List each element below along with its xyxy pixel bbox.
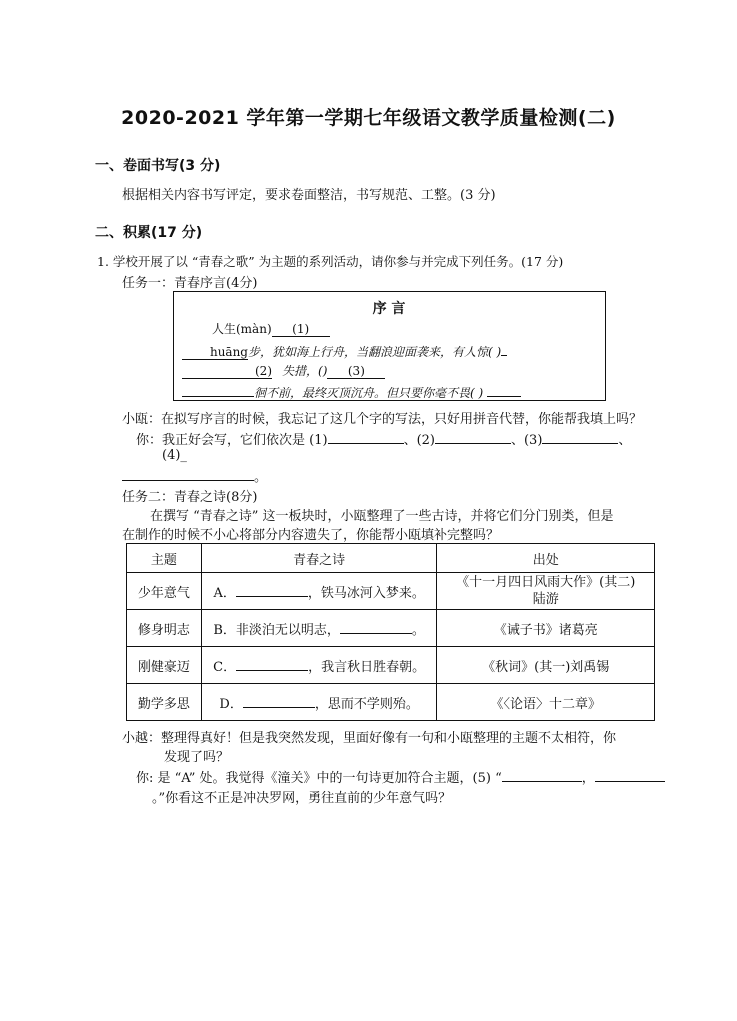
table-header-row <box>127 544 655 573</box>
preface-title: 序 言 <box>372 301 406 317</box>
answer2-line-2: 。”你看这不正是冲决罗网，勇往直前的少年意气吗？ <box>152 791 452 806</box>
blank-label: (3) <box>347 364 365 378</box>
preface-text: 徊不前，最终灭顶沉舟。但只要你毫不畏( ) <box>254 386 484 400</box>
section1-heading: 一、卷面书写(3 分) <box>95 158 221 174</box>
table-row <box>127 610 655 647</box>
source-author: 陆游 <box>532 592 559 607</box>
blank-3[interactable] <box>327 364 385 379</box>
task2-paragraph-2: 在制作的时候不小心将部分内容遗失了，你能帮小瓯填补完整吗？ <box>122 528 500 543</box>
blank-label: (2) <box>255 364 272 378</box>
blank-label: (1) <box>292 322 310 336</box>
xiaoou-line: 小瓯：在拟写序言的时候，我忘记了这几个字的写法，只好用拼音代替，你能帮我填上吗？ <box>122 412 643 427</box>
theme-cell: 修身明志 <box>127 610 202 647</box>
poem-text: B．非淡泊无以明志， <box>213 622 340 638</box>
theme-cell: 勤学多思 <box>127 684 202 721</box>
poem-text: ，思而不学则殆。 <box>314 696 419 712</box>
answer-blank-4[interactable] <box>122 466 254 481</box>
poem-text: A． <box>213 585 236 601</box>
poem-text: D． <box>219 696 243 712</box>
preface-line-2 <box>182 341 507 360</box>
answer-line-3 <box>122 466 267 485</box>
blank-tail[interactable] <box>501 341 507 356</box>
task1-label: 任务一：青春序言(4分) <box>122 276 258 291</box>
source-cell: 《〈论语〉十二章》 <box>437 684 655 721</box>
answer-text: 、(2) <box>403 433 435 448</box>
answer-text: 你: 是 “A” 处。我觉得《潼关》中的一句诗更加符合主题，(5) “ <box>136 771 502 786</box>
preface-line-3 <box>182 362 385 379</box>
poem-text: ，我言秋日胜春朝。 <box>308 659 426 675</box>
preface-line-1 <box>212 320 330 337</box>
section2-heading: 二、积累(17 分) <box>95 225 203 241</box>
preface-text: 人生(màn) <box>212 322 272 336</box>
poem-blank-b[interactable] <box>340 619 412 634</box>
answer-blank-5b[interactable] <box>595 767 665 782</box>
answer2-line-1 <box>136 767 665 786</box>
answer-line-1 <box>136 429 631 448</box>
answer-text: 、 <box>618 433 632 448</box>
xiaoyue-line-2: 发现了吗？ <box>164 750 230 765</box>
answer-blank-1[interactable] <box>328 429 404 444</box>
blank-4[interactable] <box>182 382 254 397</box>
poem-cell <box>201 573 437 610</box>
preface-text: 失措，( <box>282 364 323 378</box>
answer-line-2 <box>162 448 187 463</box>
theme-cell: 刚健豪迈 <box>127 647 202 684</box>
poem-blank-d[interactable] <box>243 693 315 708</box>
preface-text: ) <box>322 364 328 378</box>
theme-cell: 少年意气 <box>127 573 202 610</box>
blank-pinyin[interactable] <box>182 345 248 360</box>
preface-text: 步，犹如海上行舟，当翻浪迎面袭来，有人惊( ) <box>248 345 502 359</box>
poem-text: C． <box>213 659 237 675</box>
table-row <box>127 684 655 721</box>
table-header: 青春之诗 <box>201 544 437 573</box>
blank-label: huāng <box>209 345 248 359</box>
poem-cell <box>201 684 437 721</box>
poem-blank-a[interactable] <box>236 582 308 597</box>
blank-1[interactable] <box>272 322 330 337</box>
answer-blank-3[interactable] <box>542 429 618 444</box>
source-text: 《十一月四日风雨大作》(其二) <box>456 575 636 590</box>
source-cell: 《诫子书》诸葛亮 <box>437 610 655 647</box>
answer-text: 你：我正好会写，它们依次是 (1) <box>136 433 328 448</box>
blank-5[interactable] <box>487 382 521 397</box>
preface-line-4 <box>182 382 521 401</box>
source-cell: 《秋词》(其一)刘禹锡 <box>437 647 655 684</box>
preface-box <box>173 291 606 401</box>
poem-cell <box>201 647 437 684</box>
poem-table <box>126 543 655 721</box>
task2-paragraph-1: 在撰写 “青春之诗” 这一板块时，小瓯整理了一些古诗，并将它们分门别类，但是 <box>150 509 614 524</box>
poem-blank-c[interactable] <box>236 656 308 671</box>
page-title: 2020-2021 学年第一学期七年级语文教学质量检测(二) <box>121 107 616 129</box>
source-cell <box>437 573 655 610</box>
answer-text: 。 <box>254 470 268 485</box>
poem-cell <box>201 610 437 647</box>
answer-blank-5a[interactable] <box>502 767 582 782</box>
answer-blank-2[interactable] <box>435 429 511 444</box>
answer-text: ， <box>581 771 595 786</box>
blank-2[interactable] <box>182 364 272 379</box>
table-row <box>127 573 655 610</box>
answer-text: 、(3) <box>510 433 543 448</box>
task2-label: 任务二：青春之诗(8分) <box>122 490 258 505</box>
question-1: 1. 学校开展了以 “青春之歌” 为主题的系列活动，请你参与并完成下列任务。(17 分) <box>97 254 564 269</box>
table-header: 出处 <box>437 544 655 573</box>
poem-text: 。 <box>411 622 425 638</box>
poem-text: ，铁马冰河入梦来。 <box>307 585 425 601</box>
table-row <box>127 647 655 684</box>
xiaoyue-line-1: 小越：整理得真好！但是我突然发现，里面好像有一句和小瓯整理的主题不太相符，你 <box>122 731 617 746</box>
table-header: 主题 <box>127 544 202 573</box>
section1-text: 根据相关内容书写评定，要求卷面整洁，书写规范、工整。(3 分) <box>122 188 496 203</box>
answer-text: (4)_ <box>162 448 187 463</box>
